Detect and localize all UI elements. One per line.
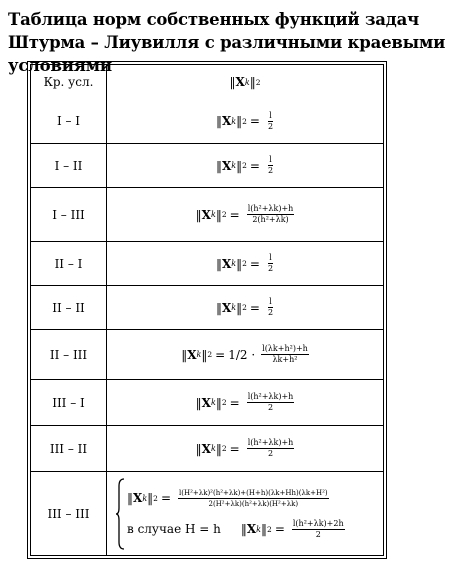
table-row [31,241,383,285]
table-row [31,285,383,329]
frac-den: 2 [267,166,274,175]
frac-num: l [269,155,272,164]
row-norm: ‖ X k ‖ 2 = $\frac{l}{2}$ [215,155,274,175]
case-lines [127,488,383,540]
table-row [31,187,383,241]
row-norm [107,472,383,555]
table-row [31,329,383,379]
row-bc: I – II [31,144,107,187]
row-norm: ‖ X k ‖ 2 = $\frac{l}{2}$ [215,297,274,317]
row-bc: I – III [31,188,107,241]
row-bc: I – I [31,99,107,143]
row-bc: II – II [31,286,107,329]
case-equal: в случае H = h ‖ X k ‖ 2 = $\frac{\text{l(h²+λk)+2h}}{2}$ [127,518,344,539]
coef: 1/2 · [228,347,256,362]
frac-num: l(h²+λk)+h [247,392,294,401]
header-bc: Кр. усл. [31,65,107,99]
row-bc: III – II [31,426,107,471]
frac-num: l [269,110,272,120]
frac-den: 2(H²+λk)(h²+λk)(H²+λk) [208,499,299,508]
table-row [31,379,383,425]
frac-num: l(H²+λk)²(h²+λk)+(H+h)(λk+Hh)(λk+H²) [179,488,328,497]
row-norm: ‖ X k ‖ 2 = 1/2 · $\frac{\text{l(λk+h²)+h}}{\text{λk+h²}}$ [181,344,308,364]
row-norm: ‖ X k ‖ 2 = $\frac{l}{2}$ [215,253,274,273]
left-brace-icon [115,478,125,550]
case-text: в случае H = h [127,522,221,536]
frac-num: l [269,297,272,306]
frac-den: 2 [267,449,274,458]
table-row [31,99,383,143]
norms-table [30,64,384,556]
row-bc: II – III [31,330,107,379]
case-general: ‖ X k ‖ 2 = $\frac{\text{l(H²+λk)²(h²+λk)+(H+h)(λk+Hh)(λk+H²)}}{\text{2(H²+λk)(h²+λk)(H²+λk)}}$ [127,488,328,508]
frac-num: l(λk+h²)+h [262,344,308,353]
header-norm: ‖ X k ‖ 2 [229,75,261,89]
row-bc: II – I [31,242,107,285]
frac-den: 2 [267,308,274,317]
frac-den: 2 [267,121,274,131]
frac-num: l [269,253,272,262]
frac-den: 2 [315,529,321,539]
frac-den: 2(h²+λk) [252,215,289,224]
page-title: Таблица норм собственных функций задач Штурма – Лиувилля с различными краевыми условиями [8,10,446,75]
frac-num: l(h²+λk)+h [247,204,294,213]
frac-num: l(h²+λk)+2h [292,518,344,528]
frac-den: 2 [267,403,274,412]
table-row [31,425,383,471]
row-norm: ‖ X k ‖ 2 = $\frac{\text{l(h²+λk)+h}}{2}$ [195,438,294,458]
frac-den: λk+h² [272,355,298,364]
row-norm: ‖ X k ‖ 2 = $\frac{l}{2}$ [215,110,274,131]
row-norm: ‖ X k ‖ 2 = $\frac{\text{l(h²+λk)+h}}{2}$ [195,392,294,412]
frac-den: 2 [267,264,274,273]
row-bc: III – I [31,380,107,425]
frac-num: l(h²+λk)+h [247,438,294,447]
table-header-row [31,65,383,99]
row-norm: ‖ X k ‖ 2 = $\frac{\text{l(h²+λk)+h}}{\text{2(h²+λk)}}$ [195,204,294,224]
table-row-iii-iii [31,471,383,555]
row-bc: III – III [31,472,107,555]
table-row [31,143,383,187]
